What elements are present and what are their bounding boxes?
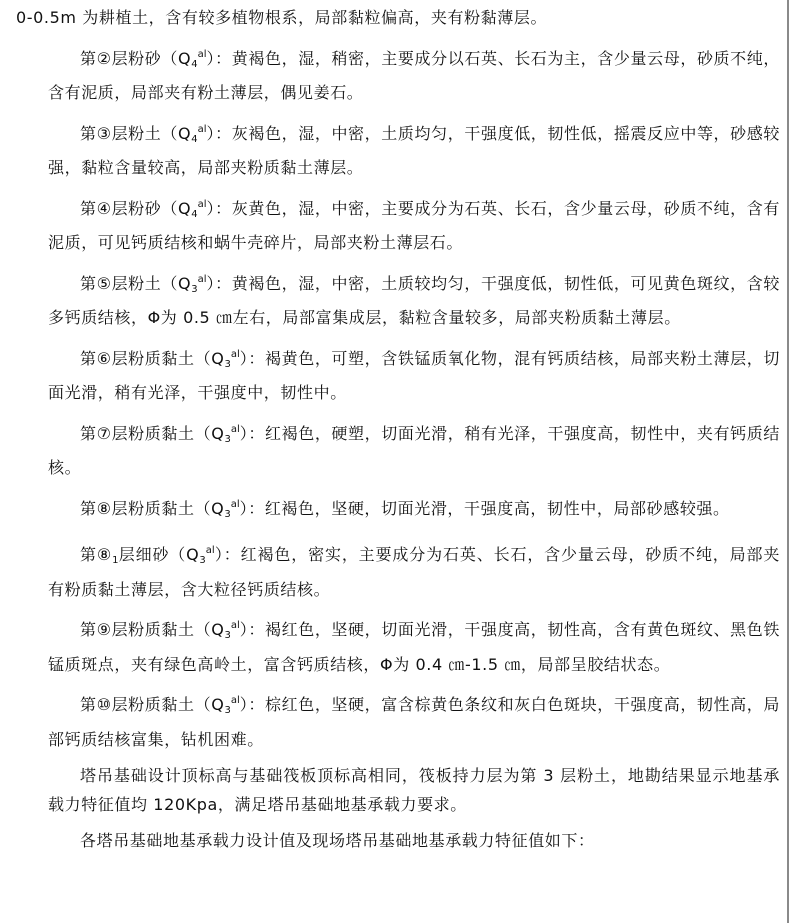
subscript: 3 xyxy=(224,630,231,641)
superscript: al xyxy=(230,620,240,631)
paragraph-bearing-capacity-intro xyxy=(48,827,780,856)
paragraph-tower-crane-foundation xyxy=(48,762,780,819)
paragraph-topsoil xyxy=(16,4,780,33)
text-run: 第②层粉砂（Q xyxy=(80,48,192,68)
subscript: 4 xyxy=(191,133,198,145)
text-run: 第⑩层粉质黏土（Q xyxy=(80,695,225,714)
text-run: ）：褐黄色，可塑，含铁锰质氧化物，混有钙质结核，局部夹粉土薄层，切面光滑，稍有光泽，干强度中，韧性中。 xyxy=(48,348,780,402)
subscript: 1 xyxy=(112,555,119,566)
text-run: 第⑥层粉质黏土（Q xyxy=(80,348,225,368)
text-run: 第③层粉土（Q xyxy=(80,123,192,143)
document-body xyxy=(16,4,780,856)
text-run: 各塔吊基础地基承载力设计值及现场塔吊基础地基承载力特征值如下： xyxy=(80,831,595,850)
text-run: 第④层粉砂（Q xyxy=(80,198,192,218)
text-run: ）：红褐色，硬塑，切面光滑，稍有光泽，干强度高，韧性中，夹有钙质结核。 xyxy=(48,423,780,477)
paragraph-layer-2 xyxy=(48,41,780,108)
page-edge-border xyxy=(787,0,789,923)
superscript: al xyxy=(230,423,240,435)
text-run: ）：灰黄色，湿，中密，主要成分为石英、长石，含少量云母，砂质不纯，含有泥质，可见钙质结核和蜗牛壳碎片，局部夹粉土薄层石。 xyxy=(48,198,780,252)
text-run: ）：黄褐色，湿，中密，土质较均匀，干强度低，韧性低，可见黄色斑纹，含较多钙质结核，Φ为 0.5 ㎝左右，局部富集成层，黏粒含量较多，局部夹粉质黏土薄层。 xyxy=(48,273,780,327)
text-run: 层细砂（Q xyxy=(118,545,200,564)
text-run: ）：褐红色，坚硬，切面光滑，干强度高，韧性高，含有黄色斑纹、黑色铁锰质斑点，夹有绿色高岭土，富含钙质结核，Φ为 0.4 ㎝-1.5 ㎝，局部呈胶结状态。 xyxy=(48,620,780,674)
subscript: 4 xyxy=(191,208,198,220)
superscript: al xyxy=(205,545,215,556)
subscript: 3 xyxy=(224,705,231,716)
text-run: 第⑧层粉质黏土（Q xyxy=(80,498,225,518)
text-run: ）：黄褐色，湿，稍密，主要成分以石英、长石为主，含少量云母，砂质不纯，含有泥质，局部夹有粉土薄层，偶见姜石。 xyxy=(48,48,780,102)
subscript: 3 xyxy=(224,508,231,520)
paragraph-layer-7 xyxy=(48,416,780,483)
text-run: ）：棕红色，坚硬，富含棕黄色条纹和灰白色斑块，干强度高，韧性高，局部钙质结核富集，钻机困难。 xyxy=(48,695,780,749)
paragraph-layer-3 xyxy=(48,116,780,183)
text-run: 塔吊基础设计顶标高与基础筏板顶标高相同，筏板持力层为第 3 层粉土，地勘结果显示地基承载力特征值均 120Kpa，满足塔吊基础地基承载力要求。 xyxy=(48,766,780,814)
text-run: ）：红褐色，坚硬，切面光滑，干强度高，韧性中，局部砂感较强。 xyxy=(239,498,730,518)
subscript: 3 xyxy=(224,433,231,445)
subscript: 4 xyxy=(191,58,198,70)
subscript: 3 xyxy=(199,555,206,566)
superscript: al xyxy=(230,348,240,360)
paragraph-layer-5 xyxy=(48,266,780,333)
paragraph-layer-10 xyxy=(48,687,780,754)
paragraph-layer-9 xyxy=(48,612,780,679)
text-run: 第⑧ xyxy=(80,545,113,564)
text-run: 第⑦层粉质黏土（Q xyxy=(80,423,225,443)
superscript: al xyxy=(197,123,207,135)
paragraph-layer-6 xyxy=(48,341,780,408)
text-run: ）：灰褐色，湿，中密，土质均匀，干强度低，韧性低，摇震反应中等，砂感较强，黏粒含量较高，局部夹粉质黏土薄层。 xyxy=(48,123,780,177)
subscript: 3 xyxy=(224,358,231,370)
superscript: al xyxy=(197,273,207,285)
superscript: al xyxy=(197,198,207,210)
paragraph-layer-8 xyxy=(48,491,780,530)
text-run: ）：红褐色，密实，主要成分为石英、长石，含少量云母，砂质不纯，局部夹有粉质黏土薄层，含大粒径钙质结核。 xyxy=(48,545,780,599)
text-run: 第⑨层粉质黏土（Q xyxy=(80,620,225,639)
superscript: al xyxy=(230,498,240,510)
paragraph-layer-8-1 xyxy=(48,537,780,604)
superscript: al xyxy=(230,695,240,706)
text-run: 第⑤层粉土（Q xyxy=(80,273,192,293)
text-run: 0-0.5m 为耕植土，含有较多植物根系，局部黏粒偏高，夹有粉黏薄层。 xyxy=(16,8,548,27)
superscript: al xyxy=(197,48,207,60)
paragraph-layer-4 xyxy=(48,191,780,258)
subscript: 3 xyxy=(191,283,198,295)
